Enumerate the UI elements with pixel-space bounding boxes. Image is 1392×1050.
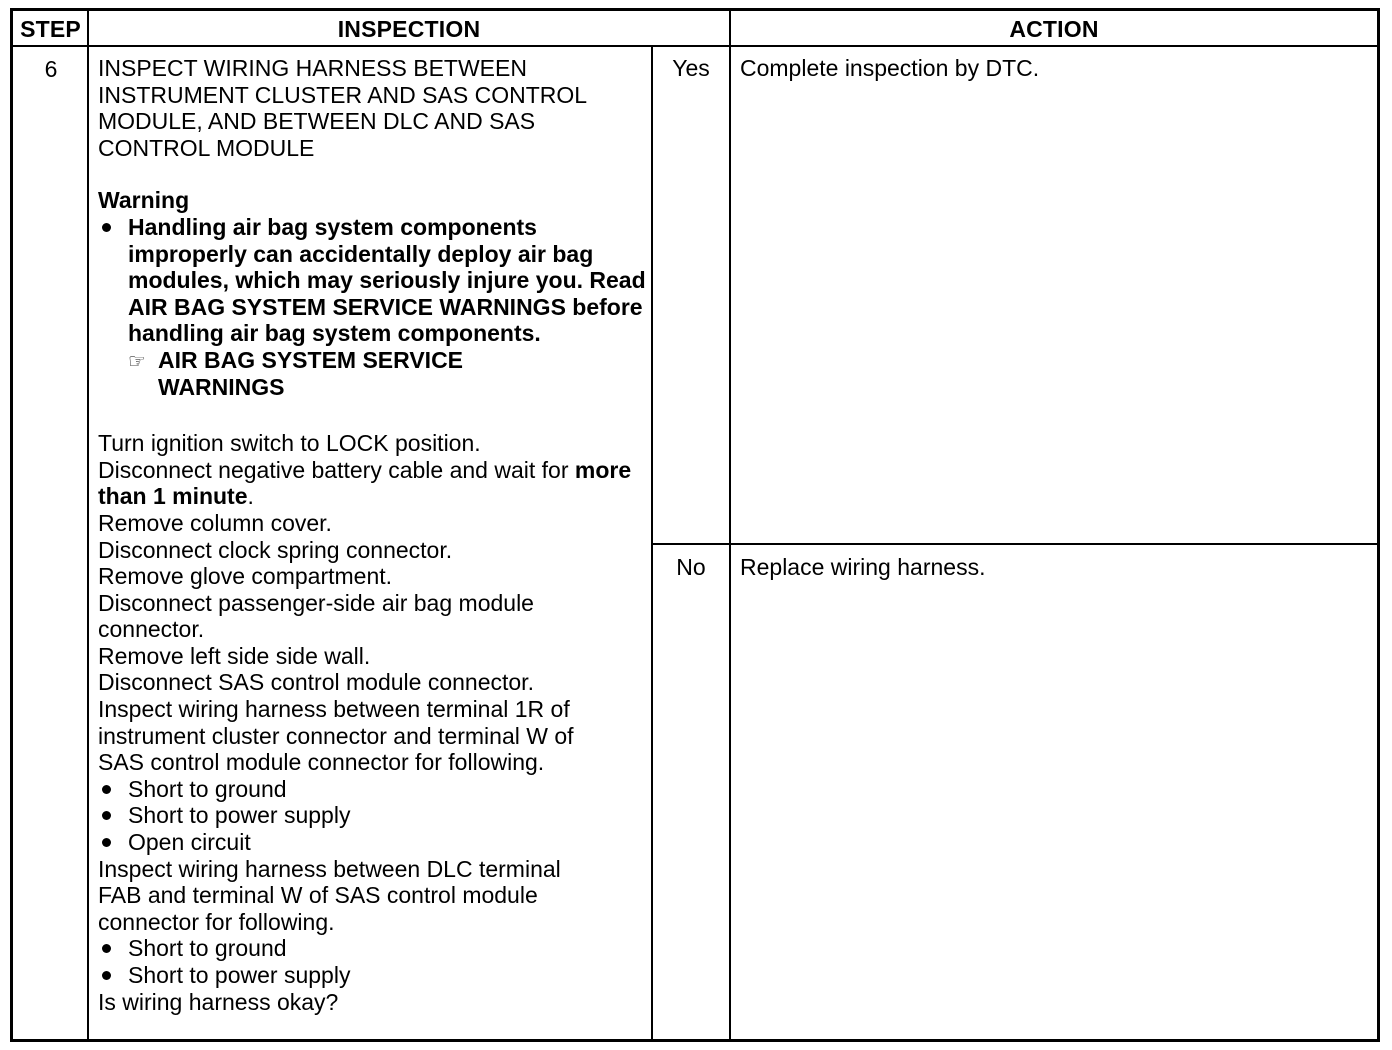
- warning-block: [98, 187, 646, 400]
- check-list-1: [98, 776, 646, 856]
- inspection-table: [10, 8, 1380, 1042]
- procedure-line: Remove column cover.: [98, 509, 332, 536]
- title-line: CONTROL MODULE: [98, 134, 315, 161]
- header-inspection: INSPECTION: [337, 16, 481, 42]
- procedure-line: Disconnect SAS control module connector.: [98, 669, 534, 696]
- procedure: [98, 430, 646, 1015]
- header-step: STEP: [20, 16, 81, 42]
- title-line: INSTRUMENT CLUSTER AND SAS CONTROL: [98, 81, 588, 108]
- list-item: Short to ground: [98, 776, 646, 803]
- answer-no: No: [676, 554, 706, 580]
- inspection-cell: [98, 55, 646, 1015]
- emphasis-text: more than 1 minute: [98, 456, 632, 510]
- list-item: Short to ground: [98, 935, 646, 962]
- result-rule: [651, 543, 1377, 545]
- procedure-line: Disconnect negative battery cable and wait for more than 1 minute.: [98, 456, 632, 510]
- procedure-line: Inspect wiring harness between DLC terminal FAB and terminal W of SAS control module connector for following.: [98, 855, 561, 935]
- header-action: ACTION: [1009, 16, 1099, 42]
- title-line: MODULE, AND BETWEEN DLC AND SAS: [98, 108, 536, 135]
- reference-text: AIR BAG SYSTEM SERVICE WARNINGS: [158, 346, 464, 400]
- procedure-line: Disconnect passenger-side air bag module connector.: [98, 589, 534, 643]
- procedure-line: Disconnect clock spring connector.: [98, 536, 453, 563]
- procedure-line: Turn ignition switch to LOCK position.: [98, 430, 481, 457]
- step-title: [98, 55, 646, 161]
- answer-yes: Yes: [672, 55, 710, 81]
- action-yes: Complete inspection by DTC.: [740, 55, 1040, 81]
- procedure-line: Remove glove compartment.: [98, 563, 393, 590]
- warning-title: Warning: [98, 187, 190, 214]
- list-item: Open circuit: [98, 829, 646, 856]
- check-list-2: [98, 935, 646, 988]
- procedure-line: Remove left side side wall.: [98, 642, 371, 669]
- action-no: Replace wiring harness.: [740, 554, 986, 580]
- warning-reference: [98, 347, 646, 400]
- list-item: Short to power supply: [98, 962, 646, 989]
- procedure-line: Inspect wiring harness between terminal 1R of instrument cluster connector and terminal W of SAS control module connector for following.: [98, 696, 574, 776]
- list-item: Short to power supply: [98, 802, 646, 829]
- step-number: 6: [44, 56, 58, 82]
- warning-item: Handling air bag system components improperly can accidentally deploy air bag modules, which may seriously injure you. Read AIR BAG SYSTEM SERVICE WARNINGS before handling air bag system components.: [98, 214, 646, 347]
- divider-step: [87, 11, 89, 1039]
- pointing-hand-icon: ☞: [128, 350, 146, 373]
- question: Is wiring harness okay?: [98, 988, 339, 1015]
- title-line: INSPECT WIRING HARNESS BETWEEN: [98, 55, 527, 81]
- divider-action: [729, 11, 731, 1039]
